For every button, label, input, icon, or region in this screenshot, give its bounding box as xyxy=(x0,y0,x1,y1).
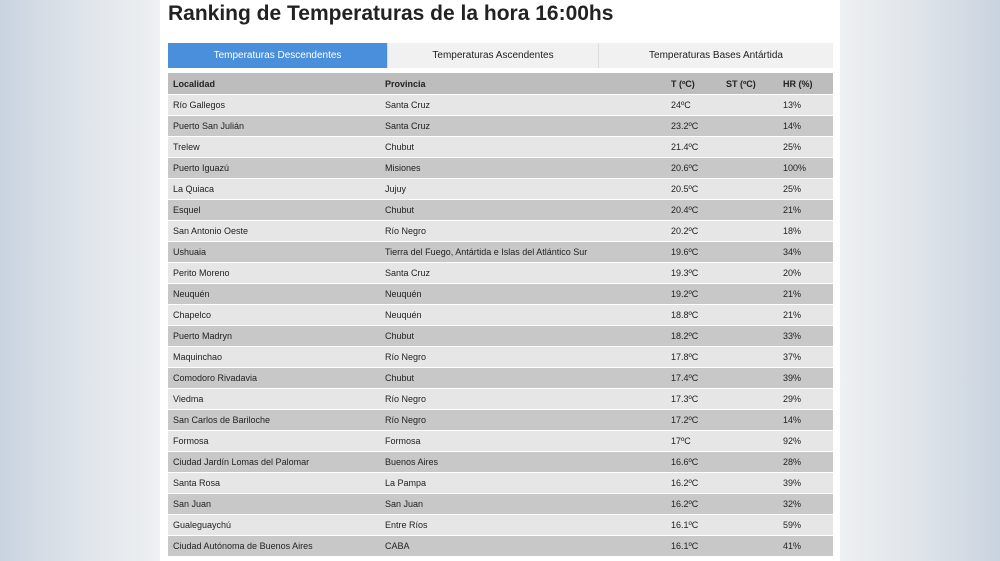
cell-temperatura: 16.2ºC xyxy=(671,499,699,509)
table-row xyxy=(168,494,833,515)
cell-temperatura: 21.4ºC xyxy=(671,142,699,152)
header-localidad: Localidad xyxy=(173,79,216,89)
cell-sensacion-termica xyxy=(726,515,783,535)
tab-bar xyxy=(168,43,833,68)
cell-sensacion-termica xyxy=(726,305,783,325)
table-row xyxy=(168,305,833,326)
cell-localidad: Ciudad Autónoma de Buenos Aires xyxy=(173,541,313,551)
table-row xyxy=(168,515,833,536)
cell-localidad: Neuquén xyxy=(173,289,210,299)
cell-localidad: Ushuaia xyxy=(173,247,207,257)
cell-humedad: 21% xyxy=(783,205,802,215)
table-row xyxy=(168,137,833,158)
cell-provincia: Buenos Aires xyxy=(385,457,439,467)
table-row xyxy=(168,200,833,221)
cell-sensacion-termica xyxy=(726,95,783,115)
temperature-ranking-table xyxy=(168,73,833,557)
cell-localidad: Maquinchao xyxy=(173,352,223,362)
table-row xyxy=(168,410,833,431)
cell-provincia: CABA xyxy=(385,541,410,551)
cell-provincia: Chubut xyxy=(385,331,415,341)
table-row xyxy=(168,347,833,368)
header-temperatura: T (ºC) xyxy=(671,79,695,89)
cell-sensacion-termica xyxy=(726,494,783,514)
cell-localidad: Perito Moreno xyxy=(173,268,230,278)
cell-temperatura: 19.2ºC xyxy=(671,289,699,299)
cell-provincia: Neuquén xyxy=(385,310,422,320)
cell-provincia: Jujuy xyxy=(385,184,407,194)
cell-temperatura: 16.1ºC xyxy=(671,541,699,551)
cell-humedad: 25% xyxy=(783,142,802,152)
content-panel xyxy=(160,0,840,561)
cell-provincia: Chubut xyxy=(385,142,415,152)
cell-temperatura: 20.6ºC xyxy=(671,163,699,173)
cell-humedad: 39% xyxy=(783,478,802,488)
cell-provincia: Chubut xyxy=(385,205,415,215)
cell-sensacion-termica xyxy=(726,200,783,220)
cell-humedad: 28% xyxy=(783,457,802,467)
cell-humedad: 33% xyxy=(783,331,802,341)
cell-sensacion-termica xyxy=(726,389,783,409)
table-row xyxy=(168,284,833,305)
cell-localidad: San Carlos de Bariloche xyxy=(173,415,271,425)
table-row xyxy=(168,473,833,494)
cell-humedad: 25% xyxy=(783,184,802,194)
cell-humedad: 39% xyxy=(783,373,802,383)
cell-humedad: 18% xyxy=(783,226,802,236)
table-row xyxy=(168,389,833,410)
table-row xyxy=(168,116,833,137)
cell-localidad: Viedma xyxy=(173,394,204,404)
cell-humedad: 21% xyxy=(783,289,802,299)
cell-localidad: Gualeguaychú xyxy=(173,520,232,530)
table-row xyxy=(168,263,833,284)
cell-provincia: Santa Cruz xyxy=(385,121,431,131)
tab-temperaturas-ascendentes[interactable]: Temperaturas Ascendentes xyxy=(388,43,599,68)
table-row xyxy=(168,452,833,473)
cell-humedad: 37% xyxy=(783,352,802,362)
cell-sensacion-termica xyxy=(726,347,783,367)
cell-temperatura: 18.8ºC xyxy=(671,310,699,320)
cell-sensacion-termica xyxy=(726,242,783,262)
cell-sensacion-termica xyxy=(726,158,783,178)
cell-localidad: Puerto Iguazú xyxy=(173,163,230,173)
cell-temperatura: 17.2ºC xyxy=(671,415,699,425)
table-row xyxy=(168,221,833,242)
cell-temperatura: 16.1ºC xyxy=(671,520,699,530)
cell-provincia: Río Negro xyxy=(385,415,427,425)
cell-localidad: Río Gallegos xyxy=(173,100,226,110)
table-row xyxy=(168,242,833,263)
cell-humedad: 92% xyxy=(783,436,802,446)
cell-provincia: Río Negro xyxy=(385,394,427,404)
cell-humedad: 29% xyxy=(783,394,802,404)
cell-provincia: San Juan xyxy=(385,499,424,509)
table-row xyxy=(168,431,833,452)
cell-localidad: Chapelco xyxy=(173,310,212,320)
cell-temperatura: 18.2ºC xyxy=(671,331,699,341)
cell-sensacion-termica xyxy=(726,326,783,346)
cell-humedad: 41% xyxy=(783,541,802,551)
cell-temperatura: 17.8ºC xyxy=(671,352,699,362)
cell-humedad: 34% xyxy=(783,247,802,257)
cell-sensacion-termica xyxy=(726,368,783,388)
cell-humedad: 100% xyxy=(783,163,807,173)
cell-humedad: 21% xyxy=(783,310,802,320)
cell-provincia: Misiones xyxy=(385,163,421,173)
table-row xyxy=(168,536,833,557)
cell-localidad: Trelew xyxy=(173,142,200,152)
cell-temperatura: 19.3ºC xyxy=(671,268,699,278)
cell-temperatura: 20.5ºC xyxy=(671,184,699,194)
cell-sensacion-termica xyxy=(726,473,783,493)
cell-localidad: Formosa xyxy=(173,436,209,446)
cell-sensacion-termica xyxy=(726,179,783,199)
header-provincia: Provincia xyxy=(385,79,426,89)
cell-humedad: 59% xyxy=(783,520,802,530)
cell-humedad: 20% xyxy=(783,268,802,278)
cell-localidad: Ciudad Jardín Lomas del Palomar xyxy=(173,457,310,467)
cell-provincia: Neuquén xyxy=(385,289,422,299)
cell-sensacion-termica xyxy=(726,536,783,556)
cell-sensacion-termica xyxy=(726,116,783,136)
header-sensacion-termica: ST (ºC) xyxy=(726,79,756,89)
cell-provincia: Río Negro xyxy=(385,352,427,362)
cell-localidad: Esquel xyxy=(173,205,201,215)
table-row xyxy=(168,158,833,179)
tab-temperaturas-bases-antartida[interactable]: Temperaturas Bases Antártida xyxy=(599,43,833,68)
cell-temperatura: 23.2ºC xyxy=(671,121,699,131)
cell-provincia: La Pampa xyxy=(385,478,427,488)
cell-provincia: Formosa xyxy=(385,436,421,446)
cell-humedad: 13% xyxy=(783,100,802,110)
cell-temperatura: 17.4ºC xyxy=(671,373,699,383)
cell-provincia: Entre Ríos xyxy=(385,520,428,530)
table-header-row xyxy=(168,73,833,95)
cell-temperatura: 16.6ºC xyxy=(671,457,699,467)
cell-localidad: San Antonio Oeste xyxy=(173,226,249,236)
table-row xyxy=(168,179,833,200)
cell-sensacion-termica xyxy=(726,452,783,472)
table-row xyxy=(168,95,833,116)
cell-temperatura: 17ºC xyxy=(671,436,691,446)
table-row xyxy=(168,326,833,347)
cell-provincia: Tierra del Fuego, Antártida e Islas del Atlántico Sur xyxy=(385,247,588,257)
cell-temperatura: 24ºC xyxy=(671,100,691,110)
cell-temperatura: 19.6ºC xyxy=(671,247,699,257)
cell-temperatura: 20.2ºC xyxy=(671,226,699,236)
cell-humedad: 14% xyxy=(783,415,802,425)
cell-humedad: 14% xyxy=(783,121,802,131)
cell-localidad: San Juan xyxy=(173,499,212,509)
cell-temperatura: 17.3ºC xyxy=(671,394,699,404)
cell-humedad: 32% xyxy=(783,499,802,509)
table-row xyxy=(168,368,833,389)
header-humedad: HR (%) xyxy=(783,79,813,89)
cell-sensacion-termica xyxy=(726,431,783,451)
cell-localidad: Puerto Madryn xyxy=(173,331,233,341)
cell-localidad: Puerto San Julián xyxy=(173,121,245,131)
cell-localidad: Santa Rosa xyxy=(173,478,221,488)
tab-temperaturas-descendentes[interactable]: Temperaturas Descendentes xyxy=(168,43,388,68)
cell-sensacion-termica xyxy=(726,221,783,241)
cell-provincia: Santa Cruz xyxy=(385,100,431,110)
cell-temperatura: 16.2ºC xyxy=(671,478,699,488)
cell-provincia: Río Negro xyxy=(385,226,427,236)
cell-localidad: La Quiaca xyxy=(173,184,215,194)
cell-sensacion-termica xyxy=(726,284,783,304)
page-title: Ranking de Temperaturas de la hora 16:00hs xyxy=(168,2,614,25)
cell-provincia: Santa Cruz xyxy=(385,268,431,278)
cell-sensacion-termica xyxy=(726,137,783,157)
table-body xyxy=(168,95,833,557)
cell-sensacion-termica xyxy=(726,410,783,430)
cell-localidad: Comodoro Rivadavia xyxy=(173,373,258,383)
cell-provincia: Chubut xyxy=(385,373,415,383)
cell-sensacion-termica xyxy=(726,263,783,283)
cell-temperatura: 20.4ºC xyxy=(671,205,699,215)
